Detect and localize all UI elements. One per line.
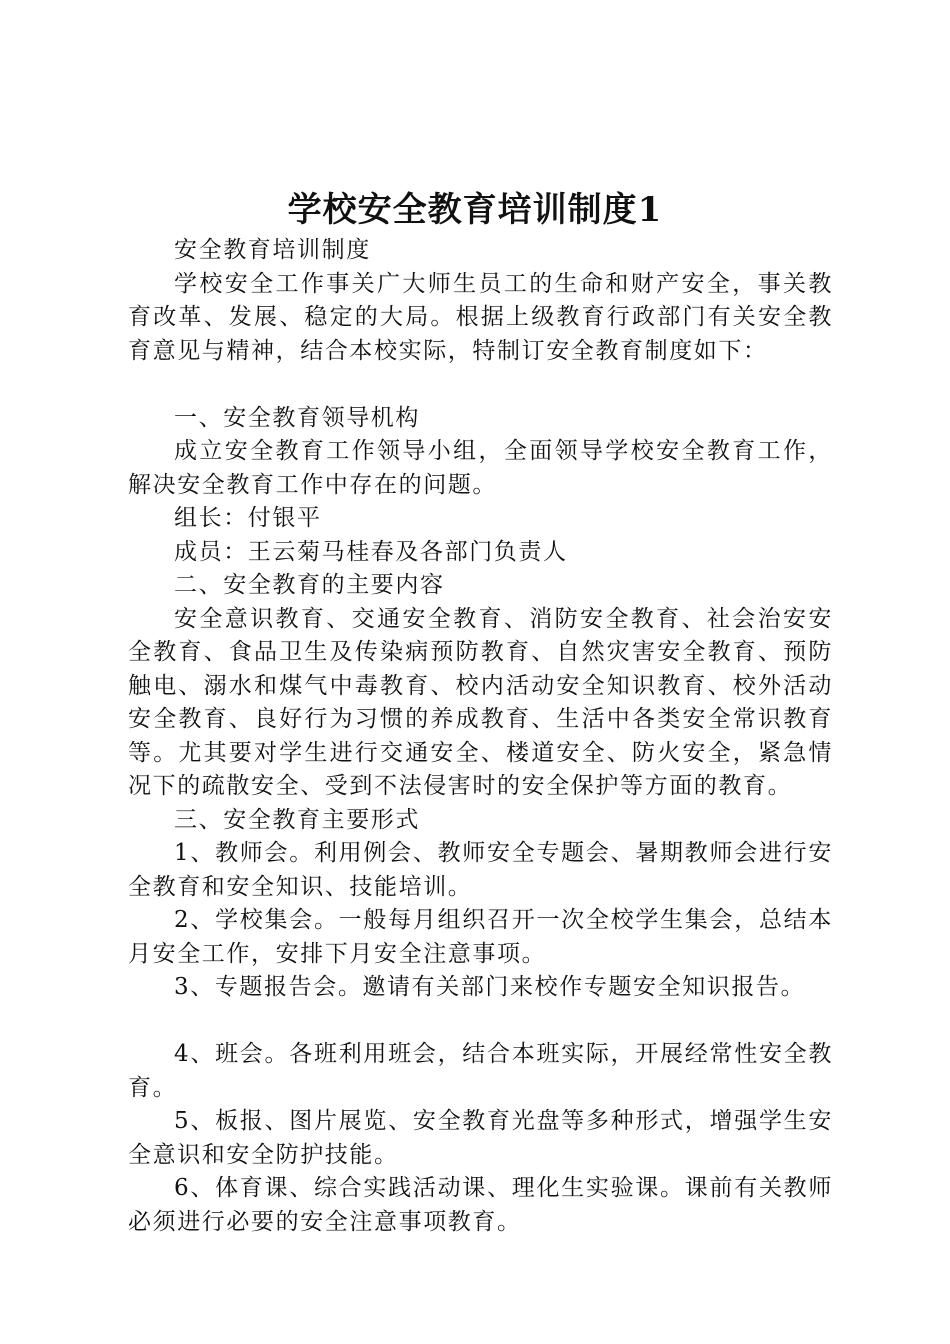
blank-line <box>128 1005 833 1039</box>
paragraph-heading: 安全教育培训制度 <box>174 237 371 263</box>
section-heading-1: 一、安全教育领导机构 <box>174 404 420 431</box>
section-heading-2: 二、安全教育的主要内容 <box>174 572 445 598</box>
paragraph: 成立安全教育工作领导小组，全面领导学校安全教育工作，解决安全教育工作中存在的问题。 <box>128 438 833 498</box>
section-heading-3: 三、安全教育主要形式 <box>174 806 420 833</box>
list-item: 5、板报、图片展览、安全教育光盘等多种形式，增强学生安全意识和安全防护技能。 <box>128 1108 833 1168</box>
list-item: 6、体育课、综合实践活动课、理化生实验课。课前有关教师必须进行必要的安全注意事项教育。 <box>128 1175 833 1235</box>
blank-line <box>128 368 833 402</box>
document-body <box>128 234 833 1239</box>
paragraph-members: 成员：王云菊马桂春及各部门负责人 <box>174 538 568 565</box>
list-item: 2、学校集会。一般每月组织召开一次全校学生集会，总结本月安全工作，安排下月安全注意事项。 <box>128 907 833 967</box>
list-item: 4、班会。各班利用班会，结合本班实际，开展经常性安全教育。 <box>128 1041 833 1101</box>
paragraph-intro: 学校安全工作事关广大师生员工的生命和财产安全，事关教育改革、发展、稳定的大局。根据上级教育行政部门有关安全教育意见与精神，结合本校实际，特制订安全教育制度如下： <box>128 270 833 364</box>
list-item: 1、教师会。利用例会、教师安全专题会、暑期教师会进行安全教育和安全知识、技能培训。 <box>128 840 833 900</box>
document-title: 学校安全教育培训制度1 <box>287 190 663 230</box>
list-item: 3、专题报告会。邀请有关部门来校作专题安全知识报告。 <box>174 974 806 1000</box>
paragraph-leader: 组长：付银平 <box>174 505 322 531</box>
paragraph: 安全意识教育、交通安全教育、消防安全教育、社会治安安全教育、食品卫生及传染病预防教育、自然灾害安全教育、预防触电、溺水和煤气中毒教育、校内活动安全知识教育、校外活动安全教育、良好行为习惯的养成教育、生活中各类安全常识教育等。尤其要对学生进行交通安全、楼道安全、防火安全，紧急情况下的疏散安全、受到不法侵害时的安全保护等方面的教育。 <box>128 605 833 799</box>
